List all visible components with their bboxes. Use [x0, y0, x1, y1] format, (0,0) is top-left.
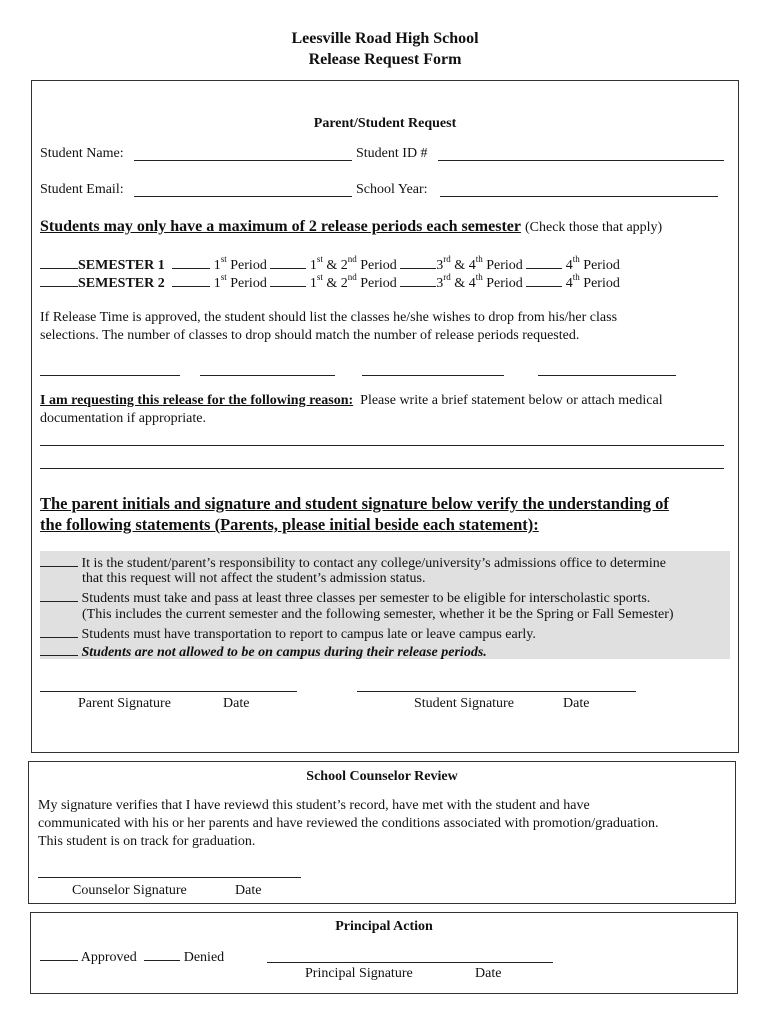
approved-check[interactable] [40, 948, 78, 961]
principal-decision-row [40, 948, 224, 966]
request-section-title: Parent/Student Request [313, 116, 457, 131]
statement-3-initial[interactable] [40, 625, 78, 638]
counselor-text-1: My signature verifies that I have reviewd this student’s record, have met with the student and have [38, 798, 590, 813]
parent-signature-field[interactable] [40, 691, 297, 692]
p34-text: Period [486, 258, 523, 273]
semester-2-check[interactable] [40, 274, 78, 287]
drop-class-field-2[interactable] [200, 375, 335, 376]
statement-1 [40, 554, 666, 572]
student-signature-label: Student Signature [414, 696, 514, 711]
sem1-p1-check[interactable] [172, 256, 210, 269]
form-title: Release Request Form [308, 51, 462, 68]
p34-amp: & [454, 276, 466, 291]
p34-a: 3 [436, 258, 444, 273]
statement-2-initial[interactable] [40, 589, 78, 602]
counselor-signature-field[interactable] [38, 877, 301, 878]
reason-line-1[interactable] [40, 445, 724, 446]
student-date-label: Date [563, 696, 590, 711]
principal-date-label: Date [475, 966, 502, 981]
sem2-p1-check[interactable] [172, 274, 210, 287]
p34-a-sup: rd [443, 254, 451, 264]
p4-num: 4 [565, 276, 573, 291]
verify-heading-1: The parent initials and signature and student signature below verify the understanding of [40, 494, 669, 513]
statement-1-initial[interactable] [40, 554, 78, 567]
p34-amp: & [454, 258, 466, 273]
p12-b-sup: nd [347, 272, 357, 282]
p4-text: Period [583, 276, 620, 291]
statement-3 [40, 625, 536, 643]
statement-4-initial[interactable] [40, 643, 78, 656]
p34-b-sup: th [475, 254, 483, 264]
sem2-p12-check[interactable] [270, 274, 306, 287]
p12-a: 1 [309, 258, 317, 273]
statement-4-text: Students are not allowed to be on campus during their release periods. [81, 645, 487, 660]
p12-a-sup: st [316, 272, 323, 282]
semester-2-row [40, 274, 620, 292]
p34-b: 4 [468, 258, 476, 273]
p34-b-sup: th [475, 272, 483, 282]
p1-text: Period [230, 258, 267, 273]
reason-instructions: Please write a brief statement below or attach medical [360, 393, 663, 408]
counselor-text-2: communicated with his or her parents and have reviewed the conditions associated with promotion/graduation. [38, 816, 659, 831]
sem2-p4-check[interactable] [526, 274, 562, 287]
release-time-text-2: selections. The number of classes to drop should match the number of release periods requested. [40, 328, 580, 343]
p12-amp: & [326, 258, 338, 273]
reason-row [40, 393, 663, 409]
counselor-date-label: Date [235, 883, 262, 898]
p12-b-sup: nd [347, 254, 357, 264]
statement-2-text: Students must take and pass at least three classes per semester to be eligible for interscholastic sports. [81, 591, 651, 606]
reason-line-2[interactable] [40, 468, 724, 469]
student-email-label: Student Email: [40, 182, 124, 197]
p4-sup: th [572, 254, 580, 264]
p12-text: Period [360, 276, 397, 291]
drop-class-field-1[interactable] [40, 375, 180, 376]
semester-1-label: SEMESTER 1 [78, 258, 165, 273]
semester-2-label: SEMESTER 2 [78, 276, 165, 291]
sem1-p34-check[interactable] [400, 256, 436, 269]
max-periods-heading-text: Students may only have a maximum of 2 release periods each semester [40, 218, 521, 235]
statement-2-cont: (This includes the current semester and the following semester, whether it be the Spring or Fall Semester) [82, 607, 674, 622]
sem1-p4-check[interactable] [526, 256, 562, 269]
statement-1-cont: that this request will not affect the student’s admission status. [82, 571, 426, 586]
statement-2 [40, 589, 650, 607]
student-email-field[interactable] [134, 196, 352, 197]
semester-1-check[interactable] [40, 256, 78, 269]
semester-1-row [40, 256, 620, 274]
release-time-text-1: If Release Time is approved, the student should list the classes he/she wishes to drop from his/her class [40, 310, 618, 325]
p12-amp: & [326, 276, 338, 291]
p1-num: 1 [213, 276, 221, 291]
statement-3-text: Students must have transportation to report to campus late or leave campus early. [81, 627, 536, 642]
approved-label: Approved [80, 950, 137, 965]
counselor-signature-label: Counselor Signature [72, 883, 187, 898]
p12-a-sup: st [316, 254, 323, 264]
p4-text: Period [583, 258, 620, 273]
p12-b: 2 [340, 276, 348, 291]
reason-instructions-2: documentation if appropriate. [40, 411, 206, 426]
school-year-label: School Year: [356, 182, 428, 197]
principal-title: Principal Action [335, 919, 433, 934]
parent-signature-label: Parent Signature [78, 696, 171, 711]
p12-a: 1 [309, 276, 317, 291]
verify-heading-2: the following statements (Parents, please initial beside each statement): [40, 515, 539, 534]
denied-check[interactable] [144, 948, 180, 961]
student-name-label: Student Name: [40, 146, 124, 161]
denied-label: Denied [183, 950, 225, 965]
sem2-p34-check[interactable] [400, 274, 436, 287]
counselor-title: School Counselor Review [306, 769, 458, 784]
school-year-field[interactable] [440, 196, 718, 197]
reason-label: I am requesting this release for the following reason: [40, 393, 354, 408]
sem1-p12-check[interactable] [270, 256, 306, 269]
p34-b: 4 [468, 276, 476, 291]
drop-class-field-4[interactable] [538, 375, 676, 376]
counselor-text-3: This student is on track for graduation. [38, 834, 256, 849]
p4-num: 4 [565, 258, 573, 273]
principal-signature-label: Principal Signature [305, 966, 413, 981]
p34-a-sup: rd [443, 272, 451, 282]
check-note: (Check those that apply) [524, 220, 663, 235]
p1-text: Period [230, 276, 267, 291]
p1-num: 1 [213, 258, 221, 273]
drop-class-field-3[interactable] [362, 375, 504, 376]
p34-a: 3 [436, 276, 444, 291]
student-id-field[interactable] [438, 160, 724, 161]
p1-sup: st [220, 272, 227, 282]
p12-b: 2 [340, 258, 348, 273]
principal-signature-field[interactable] [267, 962, 553, 963]
school-name: Leesville Road High School [291, 30, 479, 47]
p1-sup: st [220, 254, 227, 264]
p34-text: Period [486, 276, 523, 291]
student-signature-field[interactable] [357, 691, 636, 692]
student-name-field[interactable] [134, 160, 352, 161]
student-id-label: Student ID # [356, 146, 428, 161]
parent-date-label: Date [223, 696, 250, 711]
statement-4 [40, 643, 487, 661]
p4-sup: th [572, 272, 580, 282]
statement-1-text: It is the student/parent’s responsibility to contact any college/university’s admissions office to determine [81, 556, 667, 571]
p12-text: Period [360, 258, 397, 273]
max-periods-heading [40, 218, 662, 236]
